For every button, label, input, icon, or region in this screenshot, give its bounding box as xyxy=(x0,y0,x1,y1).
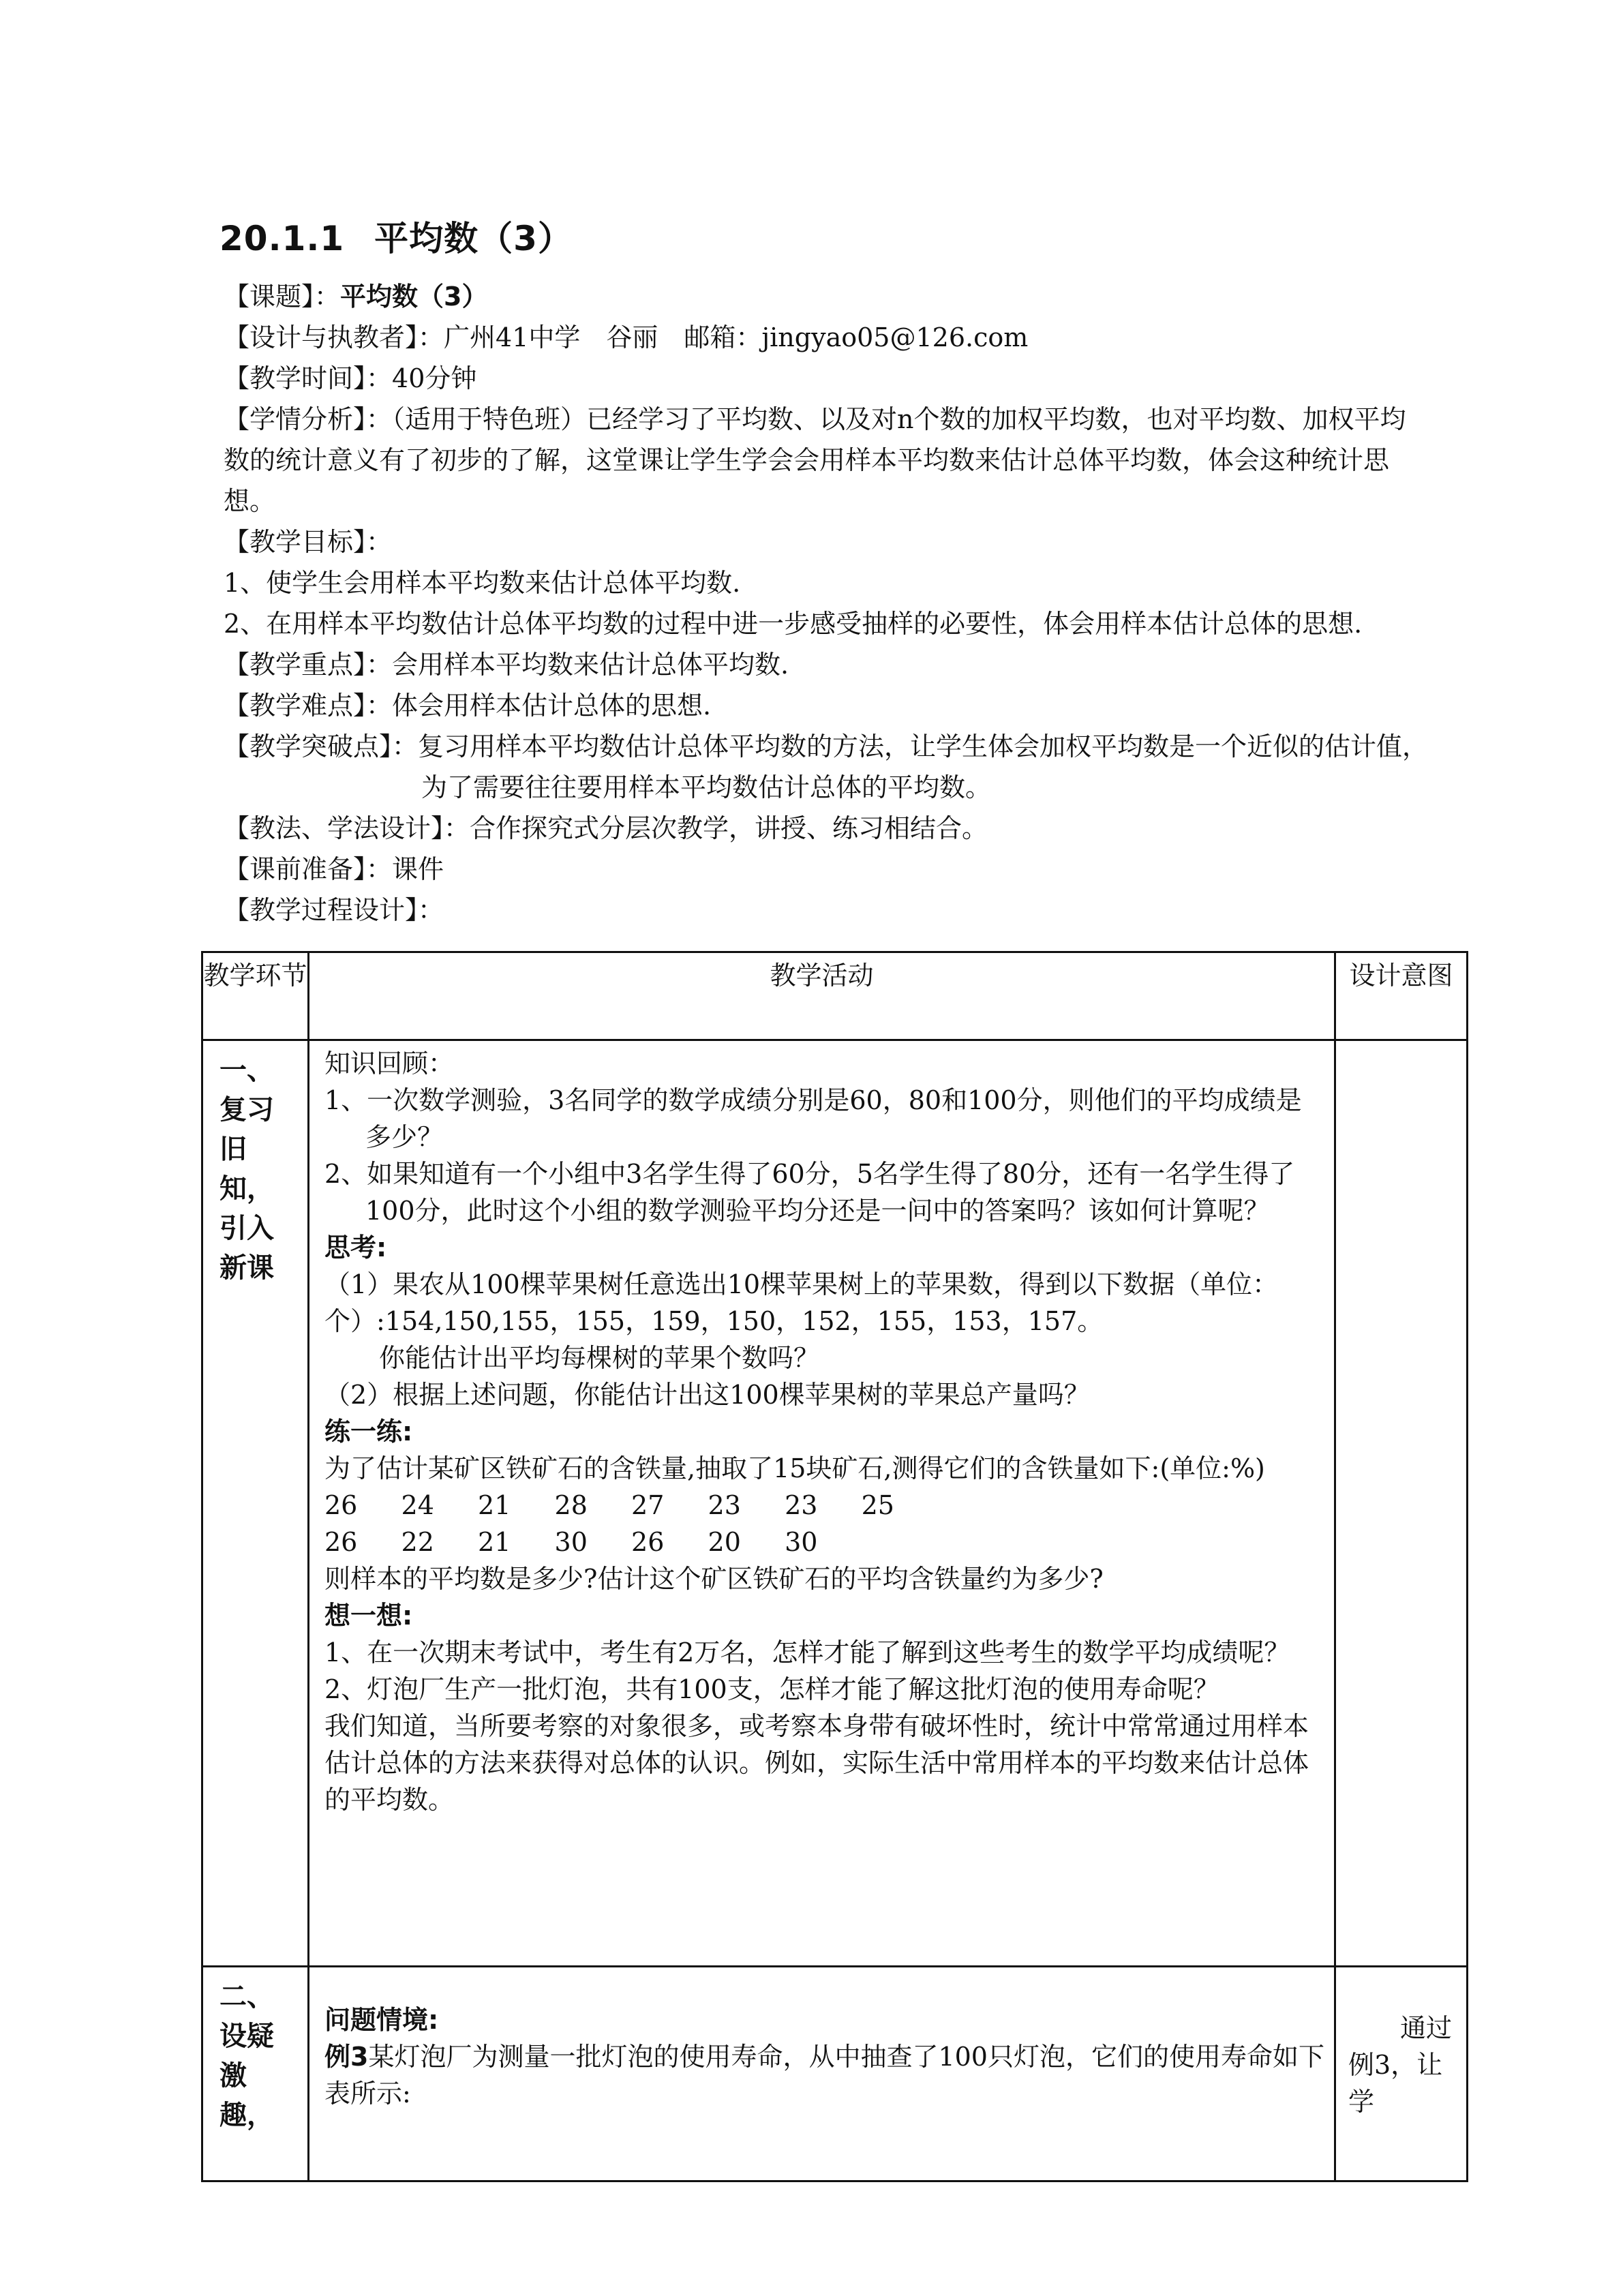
stage-text: 设疑 xyxy=(219,2021,274,2052)
review-question-1: 1、一次数学测验，3名同学的数学成绩分别是60，80和100分，则他们的平均成绩是多少？ xyxy=(324,1085,1302,1152)
meta-topic xyxy=(224,276,1437,317)
title-text: 平均数（3） xyxy=(374,219,573,258)
meta-process xyxy=(224,890,1437,931)
meta-label: 【教学突破点】： xyxy=(224,731,419,761)
meta-breakthrough xyxy=(224,726,1437,808)
think-question-1b: 你能估计出平均每棵树的苹果个数吗？ xyxy=(379,1343,820,1373)
review-question-2: 2、如果知道有一个小组中3名学生得了60分，5名学生得了80分，还有一名学生得了100分，此时这个小组的数学测验平均分还是一问中的答案吗？该如何计算呢？ xyxy=(324,1159,1295,1226)
meta-label: 【教学时间】： xyxy=(224,363,393,393)
example-body: 某灯泡厂为测量一批灯泡的使用寿命，从中抽查了100只灯泡，它们的使用寿命如下表所示: xyxy=(324,2042,1324,2109)
example-label: 例3 xyxy=(324,2042,369,2072)
data-row: 26 24 21 28 27 23 23 25 xyxy=(324,1490,894,1520)
meta-label: 【教学重点】： xyxy=(224,650,393,680)
activity-cell xyxy=(309,1967,1335,2181)
meta-difficulty xyxy=(224,685,1437,726)
activity-cell xyxy=(309,1040,1335,1967)
meta-label: 【设计与执教者】： xyxy=(224,322,444,352)
meta-method xyxy=(224,808,1437,849)
stage-text: 旧 xyxy=(219,1134,247,1165)
header-stage: 教学环节 xyxy=(202,952,309,1040)
meta-value: 复习用样本平均数估计总体平均数的方法，让学生体会加权平均数是一个近似的估计值，为了需要往往要用样本平均数估计总体的平均数。 xyxy=(418,731,1429,802)
think-title: 思考: xyxy=(324,1233,387,1263)
intent-cell: 通过例3，让学 xyxy=(1335,1967,1468,2181)
situation-title: 问题情境: xyxy=(324,2005,439,2035)
goal-1: 1、使学生会用样本平均数来估计总体平均数. xyxy=(224,568,741,598)
meta-label: 【课前准备】： xyxy=(224,854,393,884)
meta-label: 【学情分析】： xyxy=(224,404,393,434)
title-number: 20.1.1 xyxy=(219,219,345,258)
page-title xyxy=(219,211,573,260)
consider-question-2: 2、灯泡厂生产一批灯泡，共有100支，怎样才能了解这批灯泡的使用寿命呢？ xyxy=(324,1674,1219,1704)
intent-cell xyxy=(1335,1040,1468,1967)
meta-label: 【教学难点】： xyxy=(224,691,393,721)
meta-value: 平均数（3） xyxy=(340,282,488,312)
example-text xyxy=(324,2038,1326,2112)
meta-time xyxy=(224,358,1437,399)
consider-title: 想一想: xyxy=(324,1601,413,1631)
meta-value: 课件 xyxy=(392,854,444,884)
review-title: 知识回顾： xyxy=(324,1048,455,1078)
meta-goals xyxy=(224,522,1437,562)
practice-text: 为了估计某矿区铁矿石的含铁量,抽取了15块矿石,测得它们的含铁量如下:(单位:%) xyxy=(324,1453,1265,1483)
meta-designer xyxy=(224,317,1437,358)
think-question-1: （1）果农从100棵苹果树任意选出10棵苹果树上的苹果数，得到以下数据（单位：个）:154,150,155，155，159，150，152，155，153，157。 xyxy=(324,1269,1279,1336)
table-row xyxy=(202,1967,1468,2181)
stage-text: 趣， xyxy=(219,2100,274,2131)
meta-label: 【课题】： xyxy=(224,282,341,312)
meta-label: 【教学过程设计】： xyxy=(224,895,444,925)
practice-question: 则样本的平均数是多少?估计这个矿区铁矿石的平均含铁量约为多少? xyxy=(324,1564,1104,1594)
meta-value: 体会用样本估计总体的思想. xyxy=(392,691,712,721)
header-activity: 教学活动 xyxy=(309,952,1335,1040)
meta-value: （适用于特色班）已经学习了平均数、以及对n个数的加权平均数，也对平均数、加权平均数的统计意义有了初步的了解，这堂课让学生学会会用样本平均数来估计总体平均数，体会这种统计思想。 xyxy=(224,404,1406,516)
think-question-2: （2）根据上述问题，你能估计出这100棵苹果树的苹果总产量吗？ xyxy=(324,1380,1090,1410)
meta-value: 会用样本平均数来估计总体平均数. xyxy=(392,650,789,680)
meta-prep xyxy=(224,849,1437,890)
stage-text: 引入 xyxy=(219,1213,274,1244)
data-row: 26 22 21 30 26 20 30 xyxy=(324,1527,818,1557)
meta-label: 【教学目标】： xyxy=(224,527,393,557)
stage-text: 激 xyxy=(219,2060,247,2091)
stage-text: 一、 xyxy=(219,1055,274,1086)
meta-value: 广州41中学 谷丽 邮箱：jingyao05@126.com xyxy=(444,322,1029,352)
stage-text: 二、 xyxy=(219,1981,274,2012)
meta-value: 合作探究式分层次教学，讲授、练习相结合。 xyxy=(470,813,988,843)
consider-question-1: 1、在一次期末考试中，考生有2万名，怎样才能了解到这些考生的数学平均成绩呢？ xyxy=(324,1637,1290,1667)
header-intent: 设计意图 xyxy=(1335,952,1468,1040)
meta-label: 【教法、学法设计】： xyxy=(224,813,470,843)
stage-cell xyxy=(202,1967,309,2181)
table-row xyxy=(202,1040,1468,1967)
meta-value: 40分钟 xyxy=(392,363,477,393)
stage-text: 复习 xyxy=(219,1094,274,1126)
summary-text: 我们知道，当所要考察的对象很多，或考察本身带有破坏性时，统计中常常通过用样本估计总体的方法来获得对总体的认识。例如，实际生活中常用样本的平均数来估计总体的平均数。 xyxy=(324,1711,1309,1815)
meta-key xyxy=(224,644,1437,685)
practice-title: 练一练: xyxy=(324,1417,413,1447)
stage-text: 知， xyxy=(219,1173,274,1205)
meta-analysis xyxy=(224,399,1430,522)
table-header-row xyxy=(202,952,1468,1040)
goal-2: 2、在用样本平均数估计总体平均数的过程中进一步感受抽样的必要性，体会用样本估计总体的思想. xyxy=(224,609,1363,639)
teaching-process-table xyxy=(201,951,1468,2182)
lesson-meta xyxy=(224,276,1437,931)
stage-text: 新课 xyxy=(219,1252,274,1284)
stage-cell xyxy=(202,1040,309,1967)
